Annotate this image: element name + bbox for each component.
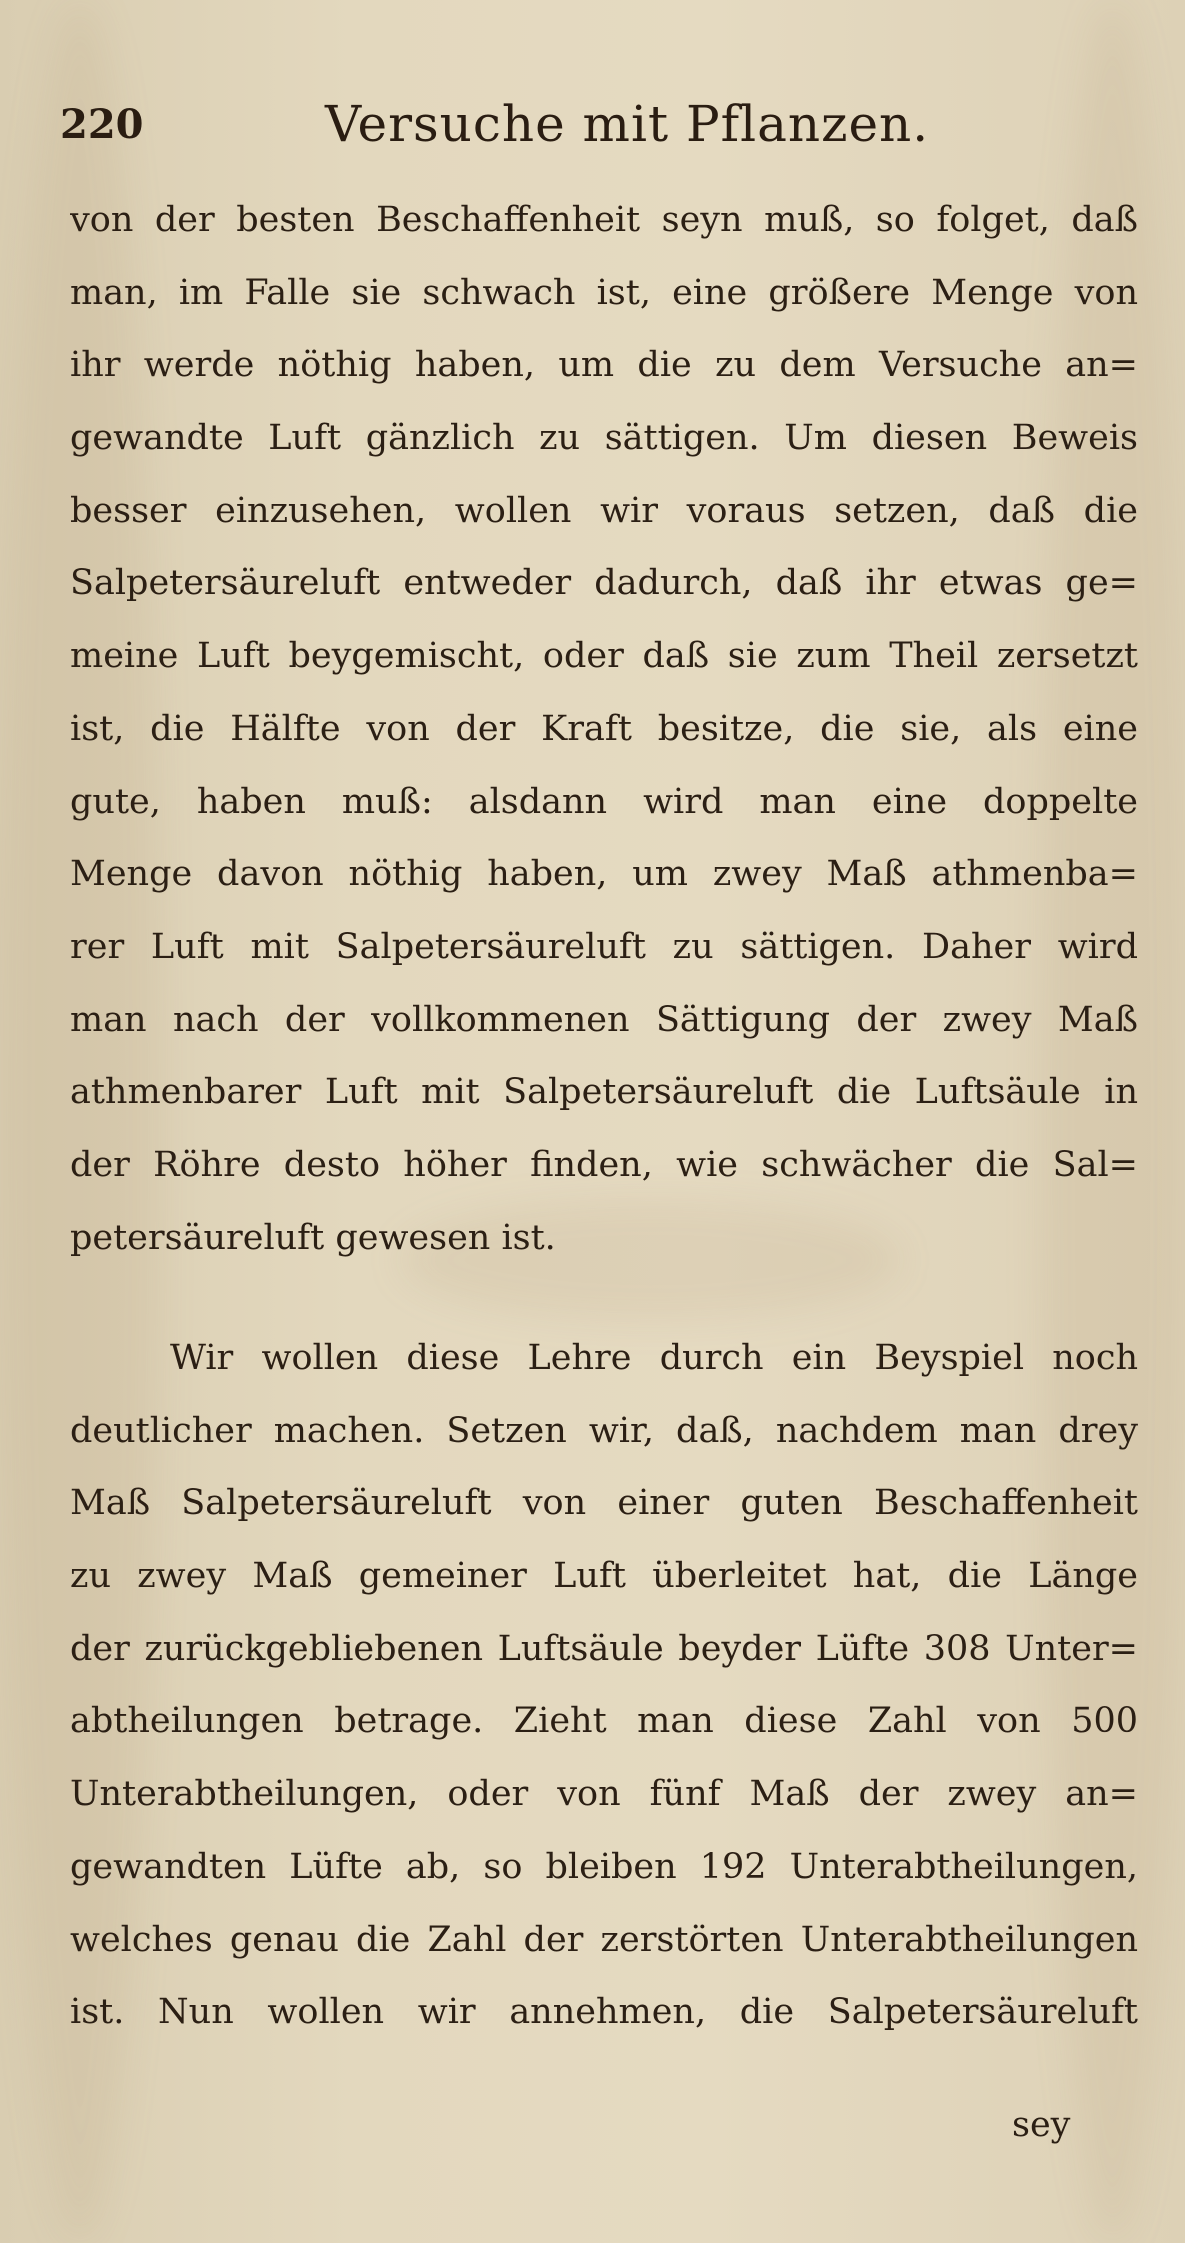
text-line: welches genau die Zahl der zerstörten Unterabtheilungen	[70, 1919, 1138, 1960]
text-line: von der besten Beschaffenheit seyn muß, so folget, daß	[70, 200, 1138, 240]
text-line: abtheilungen betrage. Zieht man diese Zahl von 500	[70, 1701, 1138, 1742]
paragraph-2	[70, 1322, 1138, 2049]
text-line: athmenbarer Luft mit Salpetersäureluft die Luftsäule in	[70, 1072, 1138, 1113]
running-title: Versuche mit Pflanzen.	[325, 95, 930, 153]
text-line: petersäureluft gewesen ist.	[70, 1217, 556, 1258]
text-line: Unterabtheilungen, oder von fünf Maß der zwey an=	[70, 1774, 1138, 1815]
text-line: man, im Falle sie schwach ist, eine größere Menge von	[70, 272, 1138, 313]
text-line: Menge davon nöthig haben, um zwey Maß athmenba=	[70, 854, 1138, 895]
running-head	[60, 95, 1120, 165]
text-line: man nach der vollkommenen Sättigung der zwey Maß	[70, 999, 1138, 1040]
text-line: deutlicher machen. Setzen wir, daß, nachdem man drey	[70, 1410, 1138, 1451]
catchword: sey	[1012, 2105, 1071, 2145]
page-number: 220	[60, 101, 144, 148]
text-line: ist. Nun wollen wir annehmen, die Salpetersäureluft	[70, 1992, 1138, 2033]
text-line: gewandte Luft gänzlich zu sättigen. Um diesen Beweis	[70, 418, 1138, 459]
text-line: meine Luft beygemischt, oder daß sie zum Theil zersetzt	[70, 636, 1138, 677]
text-line: rer Luft mit Salpetersäureluft zu sättigen. Daher wird	[70, 926, 1138, 967]
text-line: der zurückgebliebenen Luftsäule beyder Lüfte 308 Unter=	[70, 1628, 1138, 1669]
text-line: der Röhre desto höher finden, wie schwächer die Sal=	[70, 1144, 1138, 1185]
text-line: besser einzusehen, wollen wir voraus setzen, daß die	[70, 490, 1138, 531]
text-line: Wir wollen diese Lehre durch ein Beyspiel noch	[170, 1338, 1138, 1378]
text-line: gute, haben muß: alsdann wird man eine doppelte	[70, 781, 1138, 822]
text-line: Salpetersäureluft entweder dadurch, daß ihr etwas ge=	[70, 563, 1138, 604]
text-line: zu zwey Maß gemeiner Luft überleitet hat, die Länge	[70, 1556, 1138, 1597]
text-line: gewandten Lüfte ab, so bleiben 192 Unterabtheilungen,	[70, 1846, 1138, 1887]
text-line: Maß Salpetersäureluft von einer guten Beschaffenheit	[70, 1483, 1138, 1524]
text-line: ihr werde nöthig haben, um die zu dem Versuche an=	[70, 345, 1138, 386]
text-line: ist, die Hälfte von der Kraft besitze, die sie, als eine	[70, 708, 1138, 749]
paragraph-1	[70, 184, 1138, 1274]
